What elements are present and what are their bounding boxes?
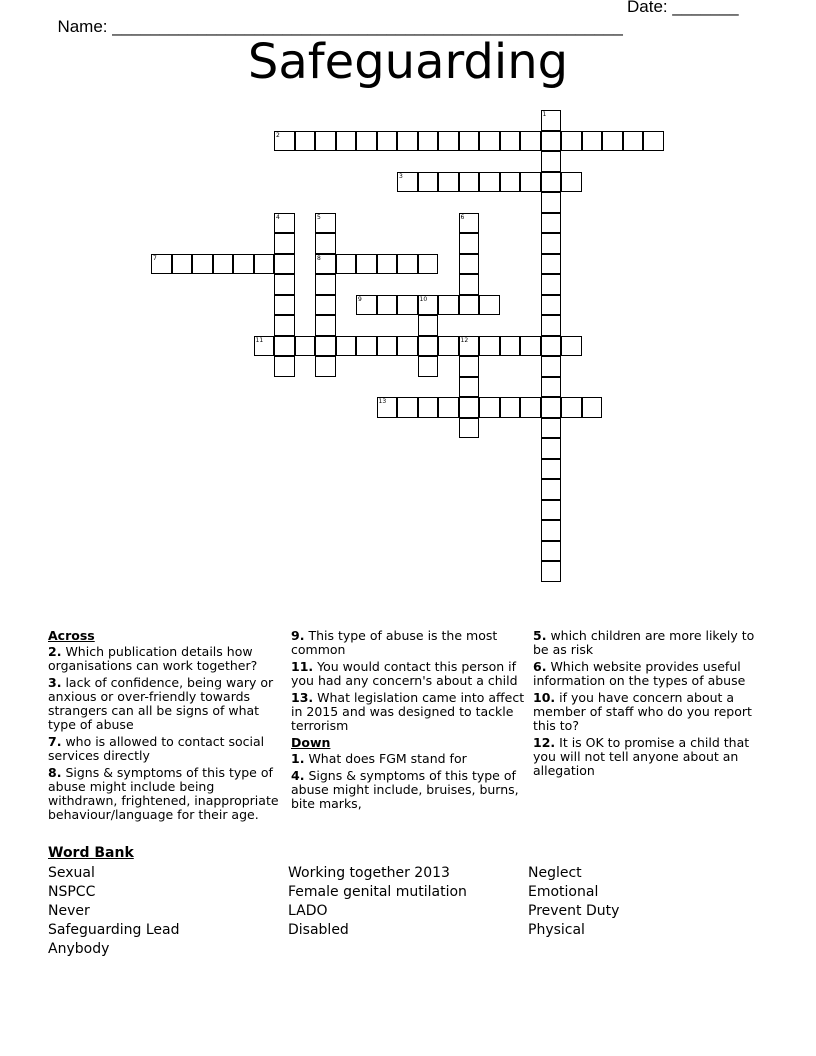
cell-number: 12 <box>460 336 469 344</box>
crossword-cell[interactable] <box>541 295 562 316</box>
clue-across-2: 2. Which publication details how organisations can work together? <box>48 644 258 673</box>
crossword-cell[interactable] <box>397 172 418 193</box>
crossword-cell[interactable] <box>582 397 603 418</box>
crossword-cell[interactable] <box>418 254 439 275</box>
crossword-cell[interactable] <box>541 438 562 459</box>
crossword-cell[interactable] <box>315 233 336 254</box>
word-bank-item: Sexual <box>48 865 95 881</box>
crossword-cell[interactable] <box>541 397 562 418</box>
crossword-cell[interactable] <box>315 131 336 152</box>
crossword-cell[interactable] <box>459 336 480 357</box>
clue-across-3: 3. lack of confidence, being wary or anxious or over-friendly towards strangers can all be signs of what type of abuse <box>48 675 274 732</box>
crossword-cell[interactable] <box>315 213 336 234</box>
clue-down-6: 6. Which website provides useful information on the types of abuse <box>533 659 746 688</box>
clue-column-1 <box>48 629 284 825</box>
crossword-cell[interactable] <box>541 377 562 398</box>
crossword-cell[interactable] <box>418 315 439 336</box>
crossword-cell[interactable] <box>541 336 562 357</box>
word-bank-item: LADO <box>288 903 328 919</box>
crossword-cell[interactable] <box>213 254 234 275</box>
crossword-cell[interactable] <box>459 397 480 418</box>
crossword-cell[interactable] <box>459 233 480 254</box>
cell-number: 7 <box>153 254 157 262</box>
crossword-cell[interactable] <box>541 500 562 521</box>
word-bank-item: Physical <box>528 922 585 938</box>
crossword-cell[interactable] <box>561 397 582 418</box>
crossword-cell[interactable] <box>356 295 377 316</box>
crossword-cell[interactable] <box>274 295 295 316</box>
clue-across-8: 8. Signs & symptoms of this type of abuse might include being withdrawn, frightened, inappropriate behaviour/language for their age. <box>48 765 279 822</box>
crossword-cell[interactable] <box>274 274 295 295</box>
crossword-cell[interactable] <box>397 131 418 152</box>
crossword-cell[interactable] <box>438 397 459 418</box>
crossword-cell[interactable] <box>377 397 398 418</box>
word-bank-item: Anybody <box>48 941 110 957</box>
cell-number: 11 <box>255 336 264 344</box>
crossword-cell[interactable] <box>541 254 562 275</box>
crossword-cell[interactable] <box>459 131 480 152</box>
crossword-cell[interactable] <box>356 131 377 152</box>
word-bank-item: NSPCC <box>48 884 96 900</box>
crossword-cell[interactable] <box>418 131 439 152</box>
crossword-cell[interactable] <box>541 233 562 254</box>
crossword-cell[interactable] <box>541 479 562 500</box>
crossword-cell[interactable] <box>500 397 521 418</box>
crossword-cell[interactable] <box>520 172 541 193</box>
crossword-cell[interactable] <box>274 315 295 336</box>
crossword-cell[interactable] <box>397 295 418 316</box>
crossword-cell[interactable] <box>541 192 562 213</box>
crossword-cell[interactable] <box>561 336 582 357</box>
crossword-cell[interactable] <box>315 274 336 295</box>
crossword-cell[interactable] <box>274 131 295 152</box>
crossword-cell[interactable] <box>541 356 562 377</box>
clue-across-11: 11. You would contact this person if you had any concern's about a child <box>291 659 518 688</box>
crossword-cell[interactable] <box>541 520 562 541</box>
cell-number: 3 <box>399 172 403 180</box>
crossword-cell[interactable] <box>418 356 439 377</box>
crossword-cell[interactable] <box>479 295 500 316</box>
crossword-cell[interactable] <box>274 356 295 377</box>
crossword-cell[interactable] <box>172 254 193 275</box>
word-bank-item: Never <box>48 903 90 919</box>
crossword-cell[interactable] <box>192 254 213 275</box>
crossword-cell[interactable] <box>459 356 480 377</box>
crossword-cell[interactable] <box>438 172 459 193</box>
crossword-cell[interactable] <box>500 131 521 152</box>
crossword-cell[interactable] <box>336 131 357 152</box>
crossword-cell[interactable] <box>377 131 398 152</box>
crossword-cell[interactable] <box>254 336 275 357</box>
puzzle-title: Safeguarding <box>247 34 569 90</box>
crossword-cell[interactable] <box>541 151 562 172</box>
word-bank-column-1 <box>48 864 179 959</box>
clue-column-2 <box>291 629 527 814</box>
crossword-cell[interactable] <box>418 295 439 316</box>
word-bank-column-3 <box>528 864 619 940</box>
crossword-cell[interactable] <box>541 459 562 480</box>
crossword-cell[interactable] <box>541 418 562 439</box>
crossword-cell[interactable] <box>274 336 295 357</box>
crossword-cell[interactable] <box>479 336 500 357</box>
clue-across-13: 13. What legislation came into affect in 2015 and was designed to tackle terrorism <box>291 690 525 733</box>
crossword-cell[interactable] <box>541 110 562 131</box>
crossword-cell[interactable] <box>356 336 377 357</box>
cell-number: 6 <box>460 213 465 221</box>
crossword-cell[interactable] <box>295 336 316 357</box>
crossword-cell[interactable] <box>459 213 480 234</box>
crossword-cell[interactable] <box>315 254 336 275</box>
crossword-cell[interactable] <box>377 295 398 316</box>
word-bank-column-2 <box>288 864 467 940</box>
crossword-cell[interactable] <box>459 274 480 295</box>
crossword-cell[interactable] <box>295 131 316 152</box>
date-field-label[interactable]: Date: _______ <box>627 0 739 16</box>
word-bank-item: Neglect <box>528 865 582 881</box>
crossword-cell[interactable] <box>582 131 603 152</box>
crossword-cell[interactable] <box>541 561 562 582</box>
crossword-cell[interactable] <box>397 397 418 418</box>
crossword-cell[interactable] <box>418 336 439 357</box>
cell-number: 2 <box>276 131 280 139</box>
crossword-cell[interactable] <box>479 397 500 418</box>
clue-down-5: 5. which children are more likely to be as risk <box>533 628 755 657</box>
word-bank-item: Female genital mutilation <box>288 884 467 900</box>
crossword-cell[interactable] <box>254 254 275 275</box>
down-heading: Down <box>291 735 331 750</box>
crossword-cell[interactable] <box>479 131 500 152</box>
crossword-cell[interactable] <box>602 131 623 152</box>
crossword-cell[interactable] <box>274 213 295 234</box>
cell-number: 5 <box>317 213 321 221</box>
crossword-cell[interactable] <box>500 336 521 357</box>
crossword-cell[interactable] <box>459 254 480 275</box>
clue-down-4: 4. Signs & symptoms of this type of abuse might include, bruises, burns, bite marks, <box>291 768 519 811</box>
crossword-cell[interactable] <box>336 336 357 357</box>
crossword-cell[interactable] <box>459 172 480 193</box>
crossword-cell[interactable] <box>643 131 664 152</box>
crossword-cell[interactable] <box>520 336 541 357</box>
crossword-cell[interactable] <box>541 131 562 152</box>
across-heading: Across <box>48 628 95 643</box>
crossword-cell[interactable] <box>479 172 500 193</box>
cell-number: 8 <box>317 254 321 262</box>
word-bank-item: Working together 2013 <box>288 865 450 881</box>
clue-across-7: 7. who is allowed to contact social services directly <box>48 734 265 763</box>
clue-column-3 <box>533 629 769 781</box>
cell-number: 10 <box>419 295 428 303</box>
crossword-cell[interactable] <box>520 397 541 418</box>
word-bank-item: Prevent Duty <box>528 903 620 919</box>
crossword-cell[interactable] <box>459 377 480 398</box>
crossword-cell[interactable] <box>459 295 480 316</box>
word-bank-item: Safeguarding Lead <box>48 922 180 938</box>
crossword-cell[interactable] <box>520 131 541 152</box>
name-field-label[interactable]: Name: ______________________________________________________ <box>57 17 623 36</box>
crossword-cell[interactable] <box>438 131 459 152</box>
crossword-cell[interactable] <box>438 295 459 316</box>
crossword-cell[interactable] <box>356 254 377 275</box>
crossword-cell[interactable] <box>315 315 336 336</box>
crossword-cell[interactable] <box>397 254 418 275</box>
crossword-cell[interactable] <box>418 397 439 418</box>
crossword-cell[interactable] <box>438 336 459 357</box>
crossword-cell[interactable] <box>315 295 336 316</box>
crossword-cell[interactable] <box>336 254 357 275</box>
crossword-cell[interactable] <box>459 418 480 439</box>
cell-number: 1 <box>542 111 547 118</box>
crossword-cell[interactable] <box>274 233 295 254</box>
crossword-cell[interactable] <box>541 541 562 562</box>
crossword-cell[interactable] <box>418 172 439 193</box>
word-bank-item: Emotional <box>528 884 599 900</box>
crossword-cell[interactable] <box>233 254 254 275</box>
crossword-cell[interactable] <box>541 213 562 234</box>
crossword-cell[interactable] <box>315 356 336 377</box>
crossword-cell[interactable] <box>541 172 562 193</box>
crossword-cell[interactable] <box>377 254 398 275</box>
crossword-cell[interactable] <box>315 336 336 357</box>
crossword-cell[interactable] <box>541 274 562 295</box>
cell-number: 9 <box>358 295 362 303</box>
word-bank-item: Disabled <box>288 922 349 938</box>
clue-down-12: 12. It is OK to promise a child that you will not tell anyone about an allegation <box>533 735 750 778</box>
crossword-cell[interactable] <box>541 315 562 336</box>
cell-number: 4 <box>276 213 280 221</box>
crossword-cell[interactable] <box>561 131 582 152</box>
crossword-cell[interactable] <box>151 254 172 275</box>
crossword-cell[interactable] <box>397 336 418 357</box>
crossword-cell[interactable] <box>561 172 582 193</box>
crossword-cell[interactable] <box>500 172 521 193</box>
clue-down-10: 10. if you have concern about a member of staff who do you report this to? <box>533 690 752 733</box>
crossword-cell[interactable] <box>274 254 295 275</box>
crossword-cell[interactable] <box>377 336 398 357</box>
cell-number: 13 <box>378 398 387 405</box>
clue-across-9: 9. This type of abuse is the most common <box>291 628 498 657</box>
clue-down-1: 1. What does FGM stand for <box>291 751 467 766</box>
crossword-cell[interactable] <box>623 131 644 152</box>
word-bank-heading: Word Bank <box>48 845 134 861</box>
